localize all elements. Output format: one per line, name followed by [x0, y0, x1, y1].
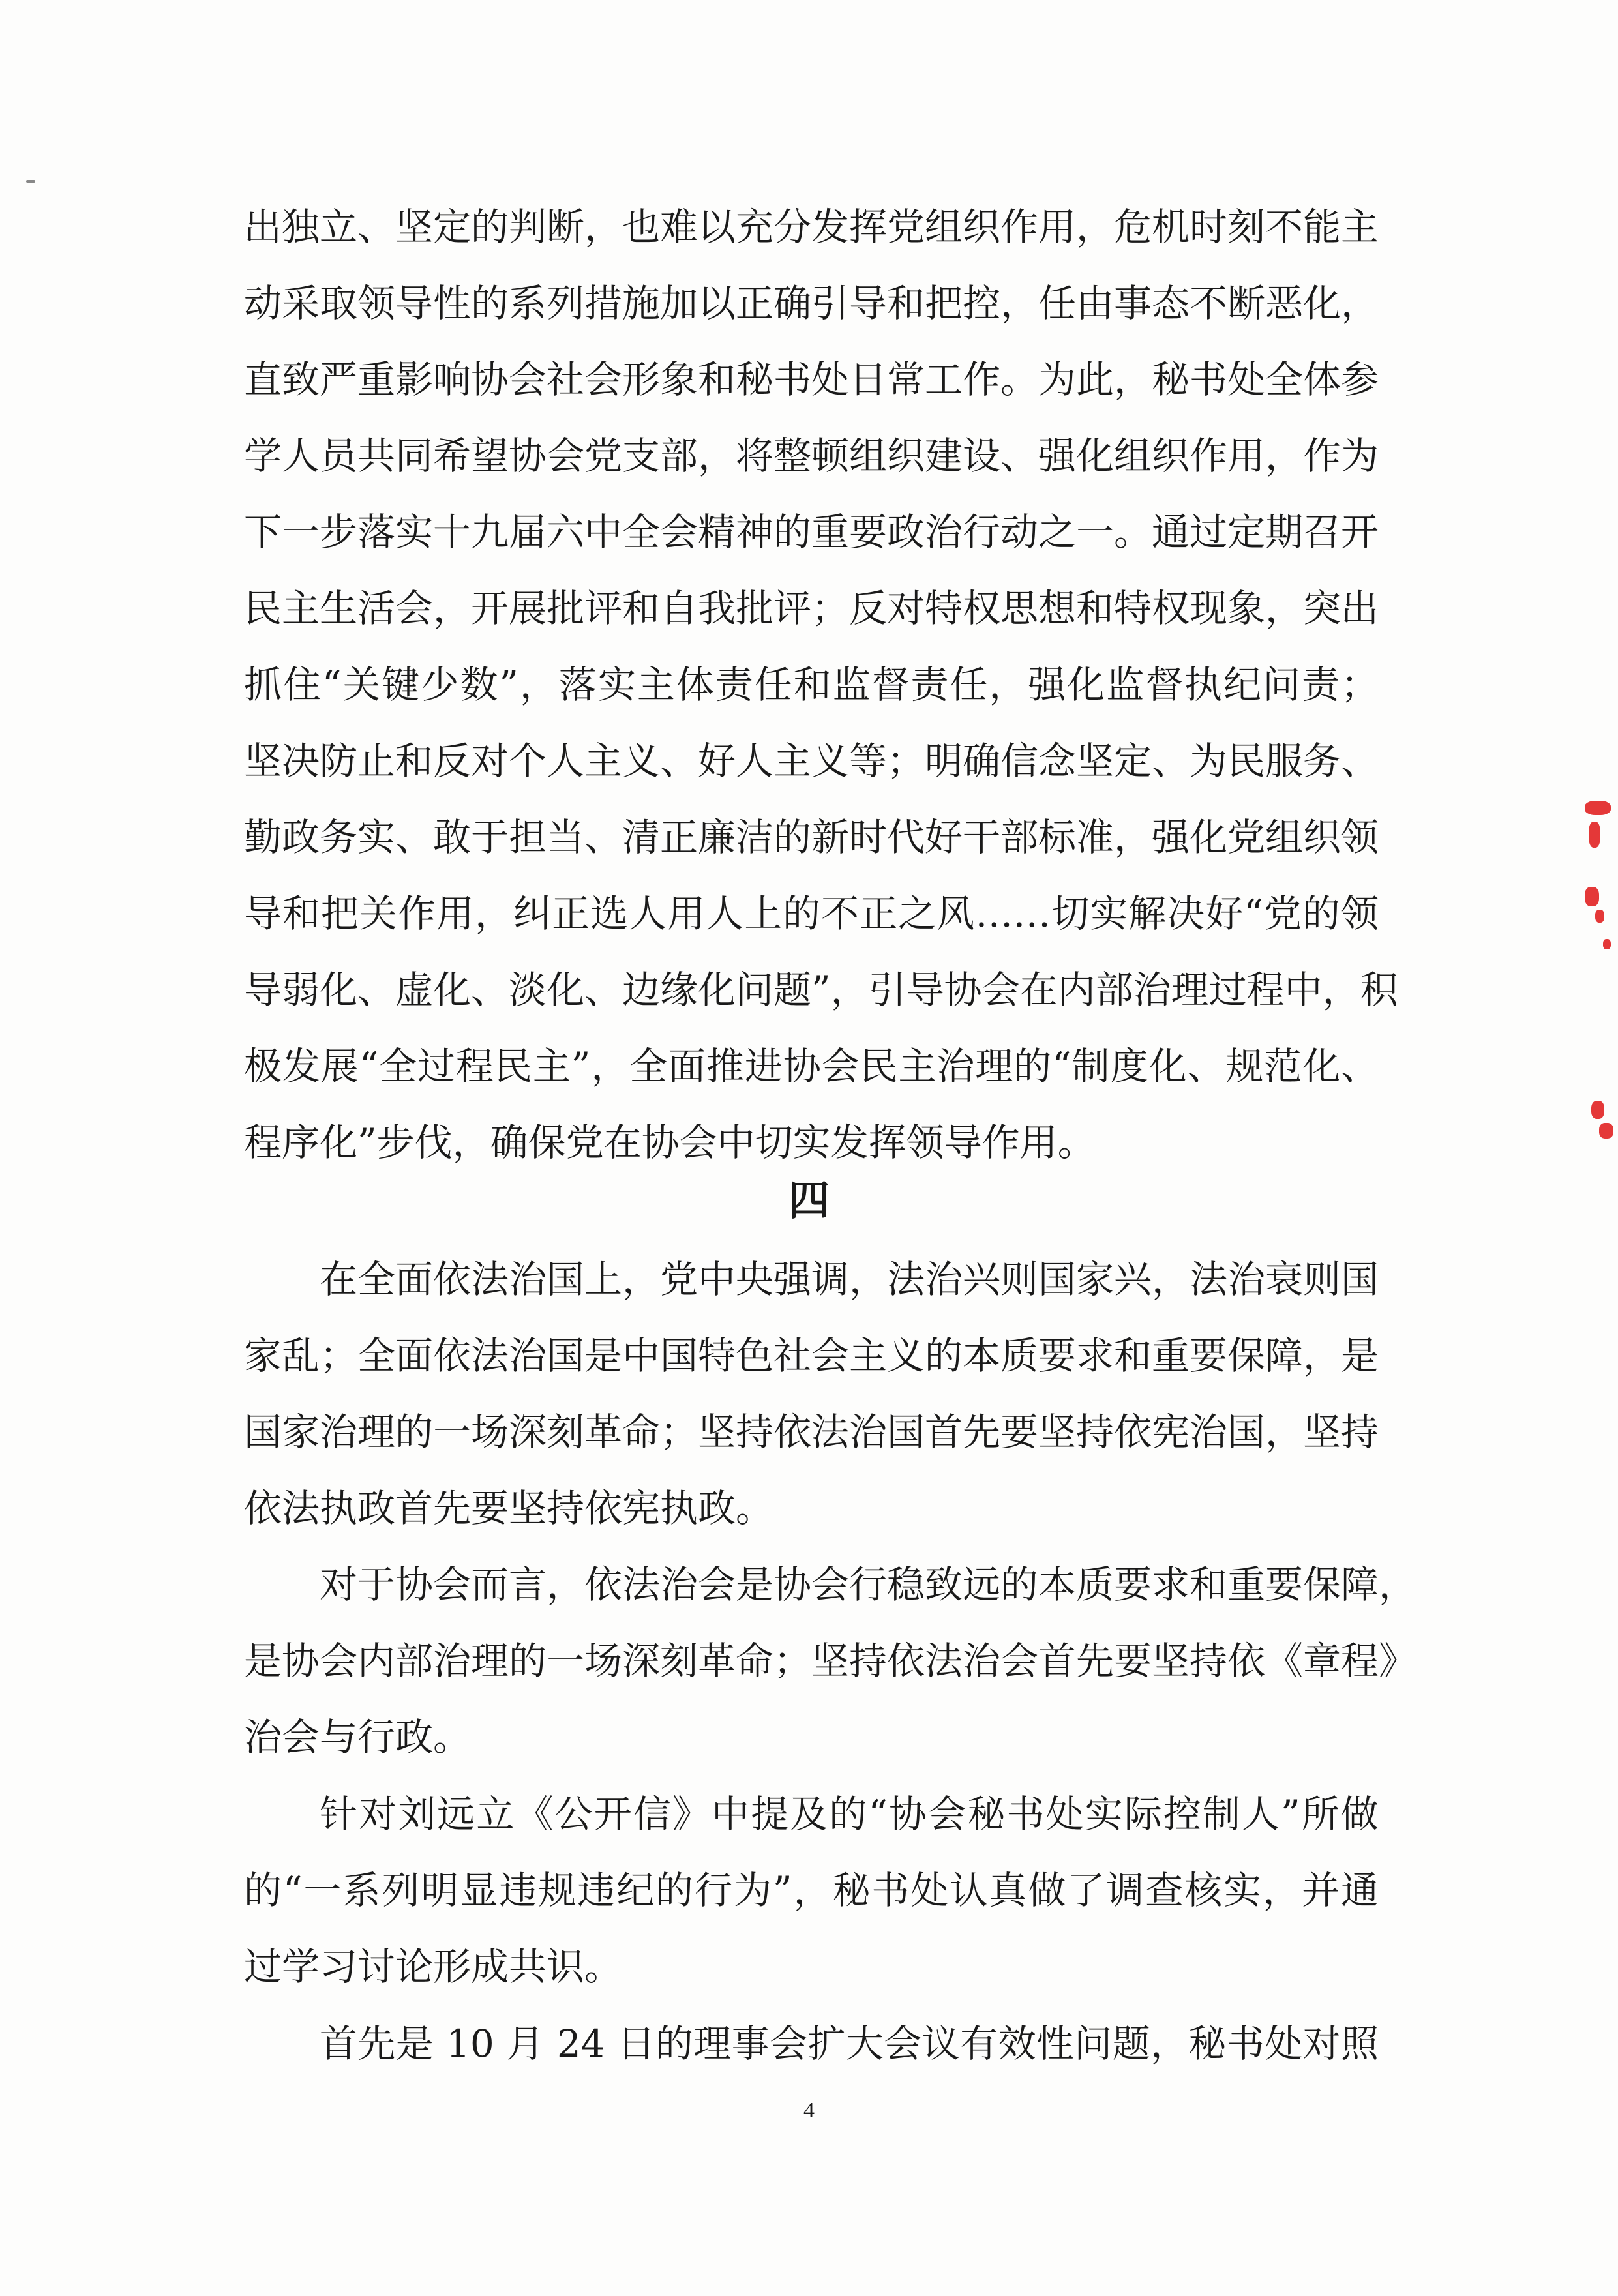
scan-speck	[26, 180, 35, 183]
seal-fragment	[1585, 801, 1611, 815]
seal-fragment	[1595, 910, 1604, 923]
text-line: 下一步落实十九届六中全会精神的重要政治行动之一。通过定期召开	[244, 510, 1379, 554]
text-line: 极发展“全过程民主”，全面推进协会民主治理的“制度化、规范化、	[244, 1044, 1379, 1088]
text-line: 直致严重影响协会社会形象和秘书处日常工作。为此，秘书处全体参	[244, 357, 1379, 402]
text-line: 治会与行政。	[244, 1715, 472, 1759]
text-line: 民主生活会，开展批评和自我批评；反对特权思想和特权现象，突出	[244, 586, 1379, 631]
text-line: 对于协会而言，依法治会是协会行稳致远的本质要求和重要保障，	[320, 1562, 1417, 1607]
text-line: 导和把关作用，纠正选人用人上的不正之风……切实解决好“党的领	[244, 891, 1379, 936]
seal-fragment	[1585, 887, 1599, 906]
text-line: 针对刘远立《公开信》中提及的“协会秘书处实际控制人”所做	[320, 1792, 1379, 1836]
text-line: 动采取领导性的系列措施加以正确引导和把控，任由事态不断恶化，	[244, 281, 1379, 325]
paragraph-continuation	[244, 189, 1398, 1181]
text-line: 程序化”步伐，确保党在协会中切实发挥领导作用。	[244, 1120, 1096, 1165]
text-line: 的“一系列明显违规违纪的行为”，秘书处认真做了调查核实，并通	[244, 1868, 1379, 1913]
text-line: 学人员共同希望协会党支部，将整顿组织建设、强化组织作用，作为	[244, 434, 1379, 478]
seal-fragment	[1589, 822, 1600, 848]
text-line: 抓住“关键少数”，落实主体责任和监督责任，强化监督执纪问责；	[244, 663, 1379, 707]
paragraph	[244, 1776, 1379, 2005]
paragraph	[244, 1242, 1379, 1547]
paragraph	[244, 1547, 1417, 1776]
text-line: 过学习讨论形成共识。	[244, 1945, 623, 1989]
seal-fragment	[1599, 1123, 1613, 1139]
text-line: 导弱化、虚化、淡化、边缘化问题”，引导协会在内部治理过程中，积	[244, 968, 1398, 1012]
seal-fragment	[1591, 1101, 1604, 1119]
text-line: 勤政务实、敢于担当、清正廉洁的新时代好干部标准，强化党组织领	[244, 815, 1379, 859]
text-line: 国家治理的一场深刻革命；坚持依法治国首先要坚持依宪治国，坚持	[244, 1410, 1379, 1454]
text-line: 坚决防止和反对个人主义、好人主义等；明确信念坚定、为民服务、	[244, 739, 1379, 783]
text-line: 首先是 10 月 24 日的理事会扩大会议有效性问题，秘书处对照	[320, 2021, 1379, 2066]
text-line: 出独立、坚定的判断，也难以充分发挥党组织作用，危机时刻不能主	[244, 205, 1379, 249]
section-heading: 四	[788, 1177, 830, 1225]
page-number: 4	[803, 2098, 815, 2123]
text-line: 在全面依法治国上，党中央强调，法治兴则国家兴，法治衰则国	[320, 1257, 1379, 1302]
seal-fragment	[1603, 939, 1611, 949]
text-line: 依法执政首先要坚持依宪执政。	[244, 1486, 774, 1530]
paragraph	[244, 2006, 1379, 2082]
text-line: 家乱；全面依法治国是中国特色社会主义的本质要求和重要保障，是	[244, 1334, 1379, 1378]
text-line: 是协会内部治理的一场深刻革命；坚持依法治会首先要坚持依《章程》	[244, 1639, 1417, 1683]
